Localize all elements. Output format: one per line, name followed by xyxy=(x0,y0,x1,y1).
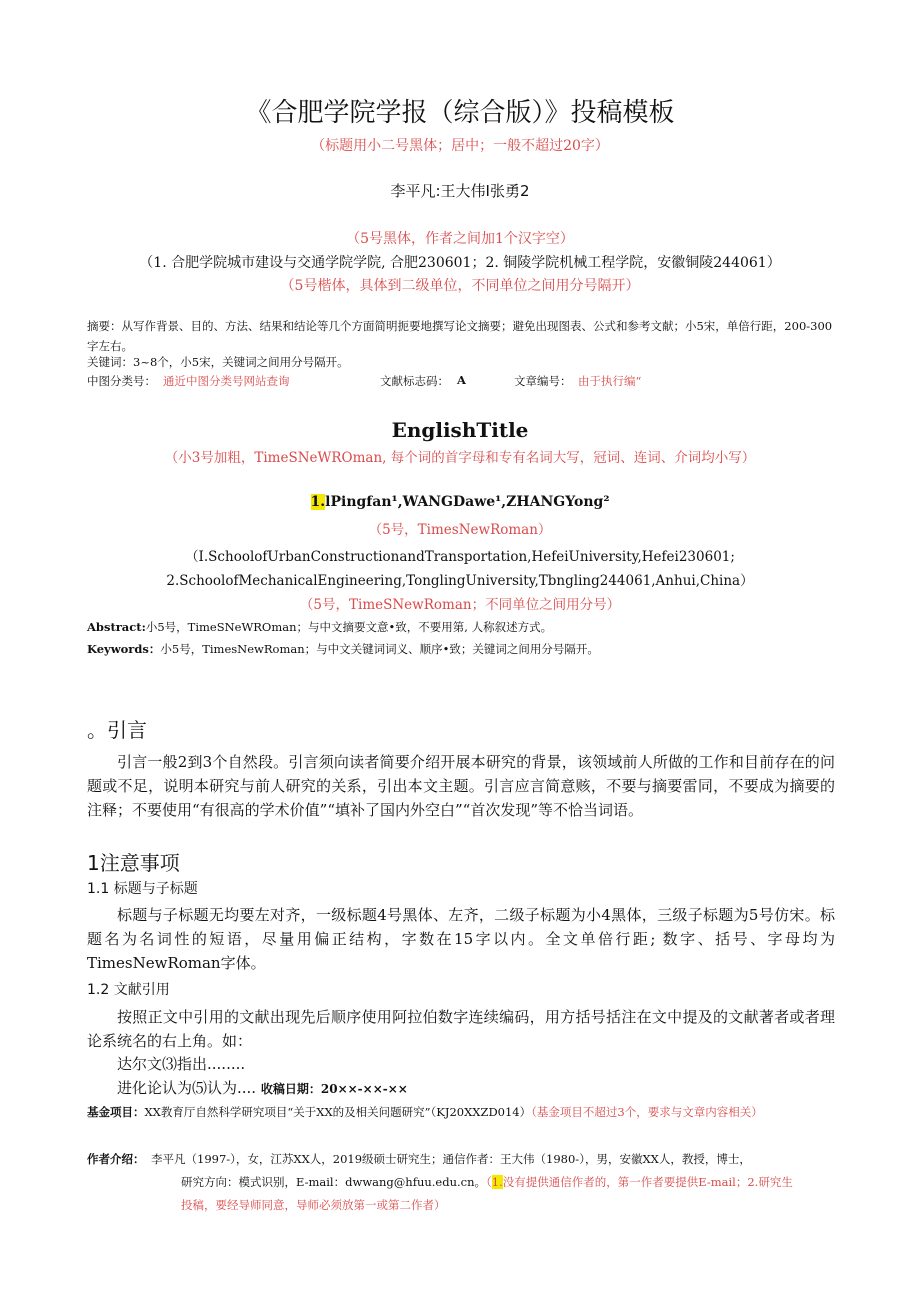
english-affiliation-1: （I.SchoolofUrbanConstructionandTransportation,HefeiUniversity,Hefei230601; xyxy=(185,549,735,565)
citation-example-1: 达尔文⑶指出........ xyxy=(117,1055,246,1073)
english-authors xyxy=(0,494,920,510)
author-note-1: 没有提供通信作者的，第一作者要提供E-mail；2.研究生 xyxy=(502,1175,793,1189)
page-title: 《合肥学院学报（综合版）》投稿模板 xyxy=(245,98,675,128)
english-title-note: （小3号加粗，TimeSNeWROman, 每个词的首字母和专有名词大写，冠词、连词、介词均小写） xyxy=(164,450,756,466)
document-code-label: 文献标志码： xyxy=(380,374,449,388)
fund-project xyxy=(87,1101,837,1123)
highlight-marker: 1. xyxy=(310,494,326,510)
subsection-1-2-paragraph: 按照正文中引用的文献出现先后顺序使用阿拉伯数字连续编码，用方括号括注在文中提及的文献著者或者理论系统名的右上角。如： xyxy=(87,1008,835,1050)
fund-text: XX教育厅自然科学研究项目“关于XX的及相关问题研究”（KJ20XXZD014） xyxy=(144,1105,532,1119)
english-abstract xyxy=(87,619,552,635)
fund-note: （基金项目不超过3个，要求与文章内容相关） xyxy=(531,1105,763,1119)
author-list: 李平凡:王大伟I张勇2 xyxy=(390,182,530,200)
author-bio-line-1: 李平凡（1997-），女，江苏XX人，2019级硕士研究生；通信作者：王大伟（1980-），男，安徽XX人，教授，博士， xyxy=(151,1152,751,1166)
author-note-open: （ xyxy=(486,1175,492,1189)
citation-example-2-text: 进化论认为⑸认为.... xyxy=(117,1079,257,1097)
affiliations: （1. 合肥学院城市建设与交通学院学院, 合肥230601；2. 铜陵学院机械工程学院，安徽铜陵244061） xyxy=(139,255,781,271)
subsection-heading-1-2: 1.2 文献引用 xyxy=(87,982,170,998)
subsection-heading-1-1: 1.1 标题与子标题 xyxy=(87,881,198,897)
subsection-1-1-paragraph: 标题与子标题无均要左对齐，一级标题4号黑体、左齐，二级子标题为小4黑体，三级子标题为5号仿宋。标题名为名词性的短语，尽量用偏正结构，字数在15字以内。全文单倍行距; 数字、括号、字母均为TimesNewRoman字体。 xyxy=(87,906,835,972)
english-authors-note: （5号，TimesNewRoman） xyxy=(368,522,552,538)
author-format-note: （5号黑体，作者之间加1个汉字空） xyxy=(346,231,574,247)
english-keywords-text: 小5号，TimesNewRoman；与中文关键词词义、顺序•致；关键词之间用分号隔开。 xyxy=(160,642,599,656)
english-abstract-text: 小5号，TimeSNeWROman；与中文摘要文意•致，不要用第, 人称叙述方式。 xyxy=(145,620,553,634)
clc-value: 通近中图分类号网站查询 xyxy=(163,374,290,388)
citation-example-2 xyxy=(117,1077,408,1098)
english-author-names: lPingfan¹,WANGDawe¹,ZHANGYong² xyxy=(325,494,610,510)
intro-paragraph: 引言一般2到3个自然段。引言须向读者简要介绍开展本研究的背景，该领域前人所做的工作和目前存在的问题或不足，说明本研究与前人研究的关系，引出本文主题。引言应言简意赅，不要与摘要雷同，不要成为摘要的注释；不要使用“有很高的学术价值”“填补了国内外空白”“首次发现”等不恰当词语。 xyxy=(87,753,835,819)
title-format-note: （标题用小二号黑体；居中；一般不超过20字） xyxy=(311,138,609,154)
english-affiliation-2: 2.SchoolofMechanicalEngineering,TonglingUniversity,Tbngling244061,Anhui,China） xyxy=(166,573,754,589)
english-title: EnglishTitle xyxy=(391,418,529,442)
clc-label: 中图分类号： xyxy=(87,374,156,388)
article-number-value: 由于执行编“ xyxy=(578,374,642,388)
english-keywords-label: Keywords： xyxy=(87,642,161,656)
section-heading-1: 1注意事项 xyxy=(87,851,180,875)
author-note-marker: 1. xyxy=(491,1175,503,1189)
author-bio-label: 作者介绍： xyxy=(87,1152,145,1166)
author-bio-text-2: 研究方向：模式识别，E-mail：dwwang@hfuu.edu.cn。 xyxy=(181,1175,486,1189)
document-code-value: A xyxy=(457,373,466,387)
section-heading-intro: 。引言 xyxy=(87,718,147,742)
english-affiliation-note: （5号，TimeSNewRoman；不同单位之间用分号） xyxy=(299,597,621,613)
author-bio-line-2 xyxy=(181,1174,793,1190)
received-date-label: 收稿日期： xyxy=(260,1082,321,1096)
affiliation-format-note: （5号楷体，具体到二级单位，不同单位之间用分号隔开） xyxy=(280,278,640,294)
chinese-keywords: 关键词：3~8个，小5宋，关键词之间用分号隔开。 xyxy=(87,355,349,369)
received-date-value: 20××-××-×× xyxy=(320,1082,408,1096)
english-abstract-label: Abstract: xyxy=(87,620,146,634)
english-keywords xyxy=(87,641,599,657)
chinese-abstract: 摘要：从写作背景、目的、方法、结果和结论等几个方面简明扼要地撰写论文摘要；避免出现图表、公式和参考文献；小5宋，单倍行距，200-300字左右。 xyxy=(87,319,833,353)
fund-label: 基金项目： xyxy=(87,1105,145,1119)
author-note-2: 投稿，要经导师同意，导师必须放第一或第二作者） xyxy=(181,1198,446,1212)
article-number-label: 文章编号： xyxy=(514,374,572,388)
